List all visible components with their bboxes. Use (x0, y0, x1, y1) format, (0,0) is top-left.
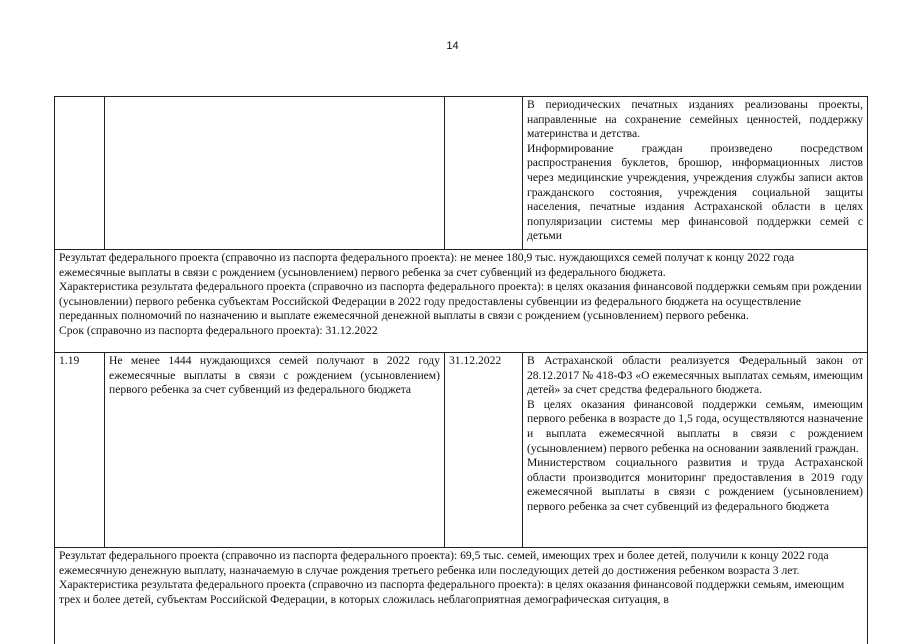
cell-date (445, 97, 523, 249)
cell-number: 1.19 (55, 353, 105, 547)
federal-characteristic: Характеристика результата федерального проекта (справочно из паспорта федерального проекта): в целях оказания финансовой поддержки семьям, имеющим трех и более детей, субъектам Российской Федерации, в которых сложилась неблагоприятная демографическая ситуация, в (59, 578, 845, 606)
cell-date: 31.12.2022 (445, 353, 523, 547)
federal-characteristic: Характеристика результата федерального проекта (справочно из паспорта федерального проекта): в целях оказания финансовой поддержки семьям при рождении (усыновлении) первого ребенка субъектам Российской Федерации в 2022 году предоставлены субвенции из федерального бюджета на осуществление переданных полномочий по назначению и выплате ежемесячной денежной выплаты в связи с рождением (усыновлением) первого ребенка. (59, 280, 862, 323)
page-number: 14 (446, 40, 459, 52)
paragraph: Министерством социального развития и труда Астраханской области производится мониторинг предоставления в 2019 году ежемесячной выплаты в связи с рождением (усыновлением) первого ребенка за счет субвенций из федерального бюджета (527, 456, 863, 513)
table-row-continued (54, 96, 868, 249)
paragraph: Информирование граждан произведено посредством распространения буклетов, брошюр, информационных листов через медицинские учреждения, учреждения службы записи актов гражданского состояния, учреждения социальной защиты населения, печатные издания Астраханской области в целях популяризации системы мер финансовой поддержки семей с детьми (527, 141, 863, 243)
paragraph: В целях оказания финансовой поддержки семьям, имеющим первого ребенка в возрасте до 1,5 года, осуществляются назначение и выплата ежемесячной выплаты в связи с рождением (усыновлением) первого ребенка на основании заявлений граждан. (527, 397, 863, 455)
cell-implementation (523, 353, 867, 547)
federal-deadline: Срок (справочно из паспорта федерального проекта): 31.12.2022 (59, 323, 378, 337)
results-table (54, 96, 868, 644)
table-row-1-19 (54, 352, 868, 547)
cell-implementation (523, 97, 867, 249)
cell-number (55, 97, 105, 249)
federal-result-block-2 (54, 547, 868, 644)
federal-result: Результат федерального проекта (справочно из паспорта федерального проекта): 69,5 тыс. семей, имеющих трех и более детей, получили к концу 2022 года ежемесячную денежную выплату, назначаемую в случае рождения третьего ребенка или последующих детей до достижения ребенком возраста 3 лет. (59, 549, 829, 577)
paragraph: В периодических печатных изданиях реализованы проекты, направленные на сохранение семейных ценностей, поддержку материнства и детства. (527, 98, 863, 141)
federal-result-block-1 (54, 249, 868, 352)
cell-result: Не менее 1444 нуждающихся семей получают в 2022 году ежемесячные выплаты в связи с рождением (усыновлением) первого ребенка за счет субвенций из федерального бюджета (105, 353, 445, 547)
cell-result (105, 97, 445, 249)
federal-result: Результат федерального проекта (справочно из паспорта федерального проекта): не менее 180,9 тыс. нуждающихся семей получат к концу 2022 года ежемесячные выплаты в связи с рождением (усыновлением) первого ребенка за счет субвенций из федерального бюджета. (59, 251, 795, 279)
paragraph: В Астраханской области реализуется Федеральный закон от 28.12.2017 № 418-ФЗ «О ежемесячных выплатах семьям, имеющим детей» за счет средства федерального бюджета. (527, 354, 863, 397)
